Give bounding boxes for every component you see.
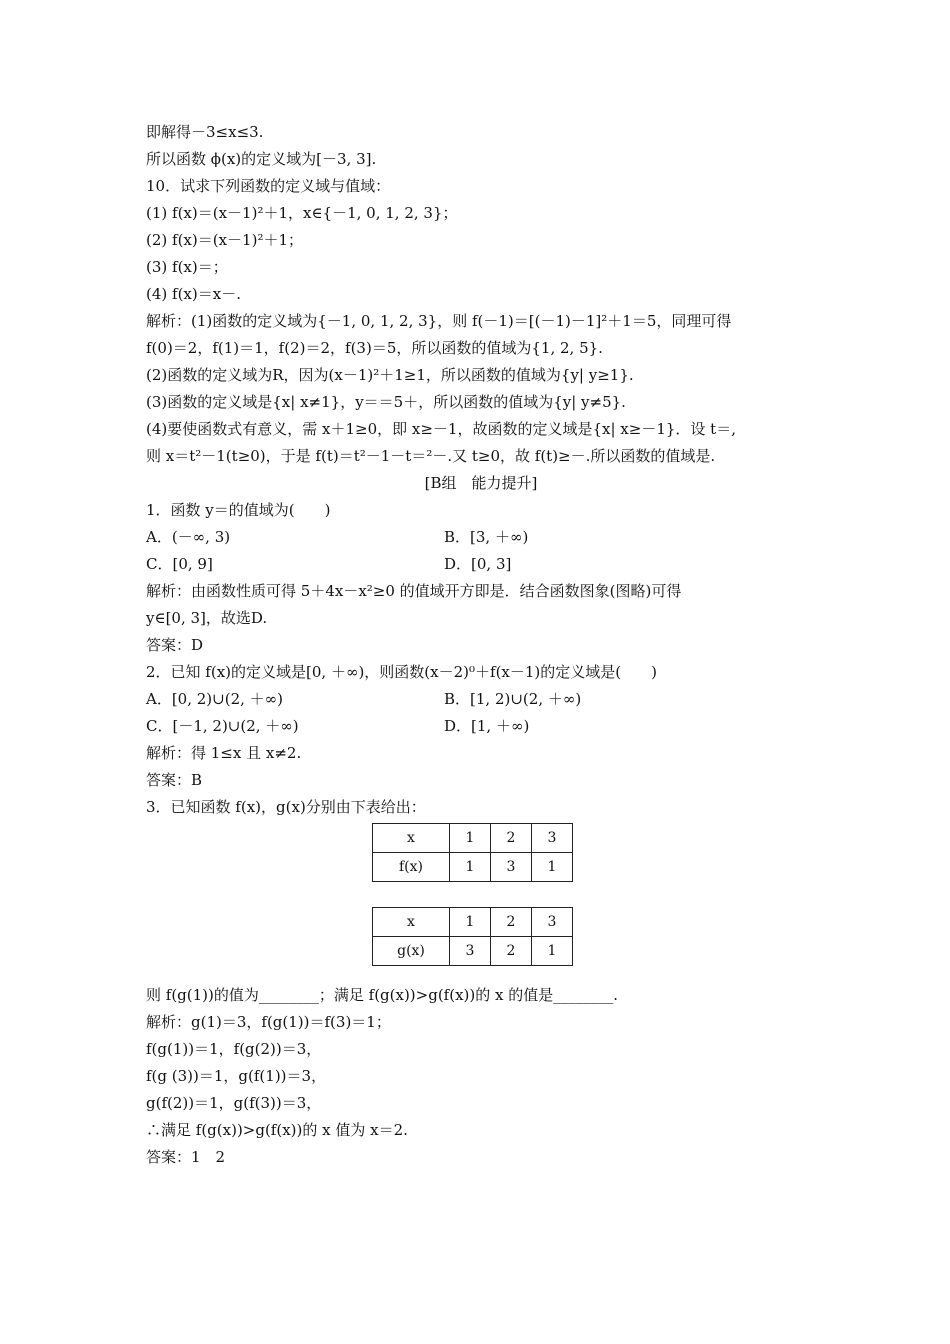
option-c: C．[－1, 2)∪(2, ＋∞) bbox=[146, 717, 299, 735]
options-row bbox=[146, 551, 816, 578]
options-row bbox=[146, 713, 816, 740]
table-cell: x bbox=[373, 908, 450, 937]
spacer bbox=[146, 882, 816, 905]
analysis-line: 解析：得 1≤x 且 x≠2. bbox=[146, 744, 302, 762]
table-cell: 1 bbox=[532, 937, 573, 966]
answer-line: 答案：B bbox=[146, 771, 203, 789]
answer-line: 答案：D bbox=[146, 636, 204, 654]
option-a: A．(－∞, 3) bbox=[146, 528, 231, 546]
table-cell: 2 bbox=[491, 937, 532, 966]
option-d: D．[0, 3] bbox=[444, 555, 512, 573]
analysis-line: 解析：(1)函数的定义域为{－1, 0, 1, 2, 3}，则 f(－1)＝[(－1)－1]²＋1＝5，同理可得 bbox=[146, 312, 732, 330]
analysis-line: (4)要使函数式有意义，需 x＋1≥0，即 x≥－1，故函数的定义域是{x| x≥－1}．设 t＝, bbox=[146, 420, 736, 438]
table-row bbox=[373, 824, 573, 853]
analysis-line: (3)函数的定义域是{x| x≠1}，y＝＝5＋，所以函数的值域为{y| y≠5}. bbox=[146, 393, 626, 411]
option-d: D．[1, ＋∞) bbox=[444, 717, 530, 735]
analysis-line: (2)函数的定义域为R，因为(x－1)²＋1≥1，所以函数的值域为{y| y≥1}. bbox=[146, 366, 634, 384]
text-line: 即解得－3≤x≤3. bbox=[146, 123, 264, 141]
document-body bbox=[146, 119, 816, 1171]
table-cell: 3 bbox=[450, 937, 491, 966]
table-cell: 3 bbox=[491, 853, 532, 882]
option-c: C．[0, 9] bbox=[146, 555, 213, 573]
table-cell: x bbox=[373, 824, 450, 853]
question-10-part-2: (2) f(x)＝(x－1)²＋1； bbox=[146, 231, 303, 249]
table-cell: 2 bbox=[491, 908, 532, 937]
question-1-stem: 1．函数 y＝的值域为( ) bbox=[146, 501, 331, 519]
analysis-line: 则 x＝t²－1(t≥0)，于是 f(t)＝t²－1－t＝²－.又 t≥0，故 f(t)≥－.所以函数的值域是. bbox=[146, 447, 716, 465]
analysis-line: f(0)＝2，f(1)＝1，f(2)＝2，f(3)＝5，所以函数的值域为{1, 2, 5}. bbox=[146, 339, 603, 357]
table-row bbox=[373, 908, 573, 937]
table-cell: 1 bbox=[450, 908, 491, 937]
table-cell: 1 bbox=[450, 824, 491, 853]
spacer bbox=[146, 966, 816, 982]
table-cell: f(x) bbox=[373, 853, 450, 882]
analysis-line: 解析：g(1)＝3，f(g(1))＝f(3)＝1； bbox=[146, 1013, 391, 1031]
table-cell: 1 bbox=[532, 853, 573, 882]
table-row bbox=[373, 937, 573, 966]
question-10-stem: 10．试求下列函数的定义域与值域： bbox=[146, 177, 391, 195]
analysis-line: f(g(1))＝1，f(g(2))＝3， bbox=[146, 1040, 322, 1058]
table-f bbox=[372, 823, 573, 882]
question-3-stem: 3．已知函数 f(x)，g(x)分别由下表给出： bbox=[146, 798, 426, 816]
question-10-part-3: (3) f(x)＝； bbox=[146, 258, 228, 276]
question-3-question: 则 f(g(1))的值为________；满足 f(g(x))>g(f(x))的 x 的值是________. bbox=[146, 986, 619, 1004]
analysis-line: y∈[0, 3]，故选D. bbox=[146, 609, 268, 627]
option-b: B．[3, ＋∞) bbox=[444, 528, 529, 546]
table-cell: 3 bbox=[532, 908, 573, 937]
question-2-stem: 2．已知 f(x)的定义域是[0, ＋∞)，则函数(x－2)⁰＋f(x－1)的定义域是( ) bbox=[146, 663, 657, 681]
option-a: A．[0, 2)∪(2, ＋∞) bbox=[146, 690, 284, 708]
option-b: B．[1, 2)∪(2, ＋∞) bbox=[444, 690, 582, 708]
analysis-line: g(f(2))＝1，g(f(3))＝3， bbox=[146, 1094, 322, 1112]
table-cell: g(x) bbox=[373, 937, 450, 966]
table-cell: 1 bbox=[450, 853, 491, 882]
table-row bbox=[373, 853, 573, 882]
analysis-line: ∴满足 f(g(x))>g(f(x))的 x 值为 x＝2. bbox=[146, 1121, 408, 1139]
table-g bbox=[372, 907, 573, 966]
options-row bbox=[146, 524, 816, 551]
options-row bbox=[146, 686, 816, 713]
section-title: [B组 能力提升] bbox=[424, 474, 538, 492]
analysis-line: f(g (3))＝1，g(f(1))＝3， bbox=[146, 1067, 327, 1085]
question-10-part-4: (4) f(x)＝x－. bbox=[146, 285, 241, 303]
analysis-line: 解析：由函数性质可得 5＋4x－x²≥0 的值域开方即是．结合函数图象(图略)可得 bbox=[146, 582, 682, 600]
table-cell: 3 bbox=[532, 824, 573, 853]
text-line: 所以函数 ϕ(x)的定义域为[－3, 3]. bbox=[146, 150, 377, 168]
answer-line: 答案：1 2 bbox=[146, 1148, 226, 1166]
table-cell: 2 bbox=[491, 824, 532, 853]
question-10-part-1: (1) f(x)＝(x－1)²＋1，x∈{－1, 0, 1, 2, 3}； bbox=[146, 204, 458, 222]
